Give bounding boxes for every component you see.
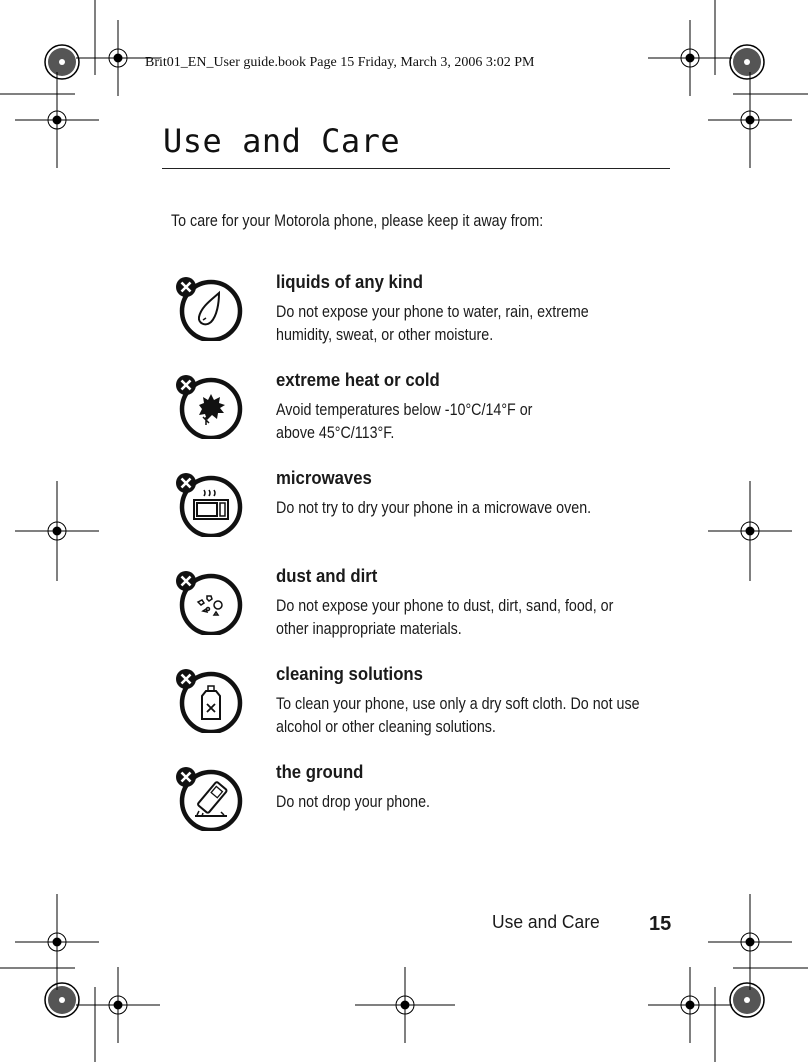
item-body: Do not expose your phone to dust, dirt, sand, food, or other inappropriate materials. — [276, 596, 614, 638]
page-number: 15 — [649, 913, 672, 935]
item-heading: microwaves — [276, 468, 372, 488]
footer-section-title: Use and Care — [492, 912, 600, 932]
item-body: Avoid temperatures below -10°C/14°F or above 45°C/113°F. — [276, 400, 533, 442]
title-rule — [162, 168, 670, 169]
care-item-ground — [0, 762, 808, 858]
item-body: Do not try to dry your phone in a microwave oven. — [276, 498, 592, 517]
cleaning-bottle-icon — [173, 667, 243, 733]
care-item-liquids — [0, 272, 808, 368]
water-drop-icon — [173, 275, 243, 341]
care-item-microwaves — [0, 468, 808, 564]
care-item-dust — [0, 566, 808, 662]
page-title: Use and Care — [163, 122, 401, 160]
intro-text: To care for your Motorola phone, please keep it away from: — [171, 211, 544, 230]
print-slug: Brit01_EN_User guide.book Page 15 Friday, March 3, 2006 3:02 PM — [145, 55, 535, 70]
item-body: Do not expose your phone to water, rain, extreme humidity, sweat, or other moisture. — [276, 302, 589, 344]
item-body: Do not drop your phone. — [276, 792, 431, 811]
item-heading: liquids of any kind — [276, 272, 423, 292]
item-body: To clean your phone, use only a dry soft cloth. Do not use alcohol or other cleaning solutions. — [276, 694, 640, 736]
item-heading: extreme heat or cold — [276, 370, 440, 390]
item-heading: dust and dirt — [276, 566, 378, 586]
item-heading: the ground — [276, 762, 364, 782]
care-item-heat-cold — [0, 370, 808, 466]
microwave-icon — [173, 471, 243, 537]
item-heading: cleaning solutions — [276, 664, 423, 684]
care-item-cleaning — [0, 664, 808, 760]
dust-icon — [173, 569, 243, 635]
dropped-phone-icon — [173, 765, 243, 831]
heat-cold-icon — [173, 373, 243, 439]
